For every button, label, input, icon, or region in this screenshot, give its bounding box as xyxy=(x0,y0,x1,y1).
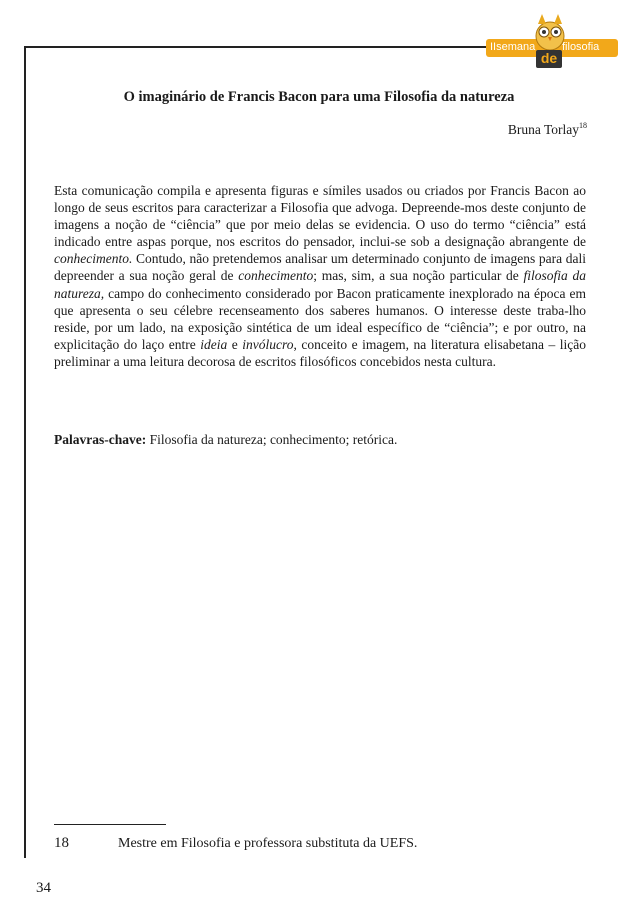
footnote-text: Mestre em Filosofia e professora substituta da UEFS. xyxy=(118,836,418,851)
owl-mascot-icon xyxy=(532,12,568,52)
abstract-emphasis: conhecimento. xyxy=(54,251,133,267)
logo-text-right: filosofia xyxy=(562,41,600,53)
abstract-text: , conceito e imagem, na literatura elisabetana – lição preliminar a uma leitura decorosa de escritos filosóficos concebidos nesta cultura. xyxy=(54,336,586,369)
abstract-emphasis: ideia xyxy=(200,336,228,352)
footnote-reference: 18 xyxy=(579,121,587,130)
footnote-number: 18 xyxy=(54,835,69,851)
logo-text-left: IIsemana xyxy=(490,41,536,53)
abstract-paragraph xyxy=(54,182,586,370)
footnote xyxy=(54,835,417,852)
keywords-line xyxy=(54,432,586,448)
abstract-text: ; mas, sim, a sua noção particular de xyxy=(313,268,524,284)
page-frame-left-rule xyxy=(24,46,26,858)
keywords-text: Filosofia da natureza; conhecimento; retórica. xyxy=(146,432,398,447)
article-title: O imaginário de Francis Bacon para uma Filosofia da natureza xyxy=(123,89,515,105)
author-line xyxy=(508,121,587,138)
footnote-separator xyxy=(54,824,166,825)
page-number: 34 xyxy=(36,880,51,896)
abstract-text: Esta comunicação compila e apresenta figuras e símiles usados ou criados por Francis Bacon ao longo de seus escritos para caracterizar a Filosofia que advoga. Depreende-mos deste conjunto de imagens a noção de “ciência” que por meio delas se evidencia. O uso do termo “ciência” está indicado entre aspas porque, nos escritos do pensador, inclui-se sob a designação abrangente de xyxy=(54,183,586,250)
event-logo xyxy=(486,12,618,68)
author-name: Bruna Torlay xyxy=(507,122,579,137)
keywords-label: Palavras-chave: xyxy=(54,432,147,447)
abstract-emphasis: invólucro xyxy=(242,336,294,352)
abstract-text: campo do conhecimento considerado por Bacon praticamente inexplorado na época em que apresenta o seu célebre recenseamento dos saberes humanos. O interesse deste traba-lho reside, por um lado, na exposição sintética de um ideal específico de “ciência”; e por outro, na explicitação do laço entre xyxy=(54,285,586,352)
logo-text-middle: de xyxy=(536,50,562,68)
abstract-emphasis: filosofia da natureza, xyxy=(54,268,587,301)
abstract-text: e xyxy=(227,336,243,352)
abstract-emphasis: conhecimento xyxy=(238,268,314,284)
abstract-text: Contudo, não pretendemos analisar um determinado conjunto de imagens para dali depreender a sua noção geral de xyxy=(54,251,586,284)
